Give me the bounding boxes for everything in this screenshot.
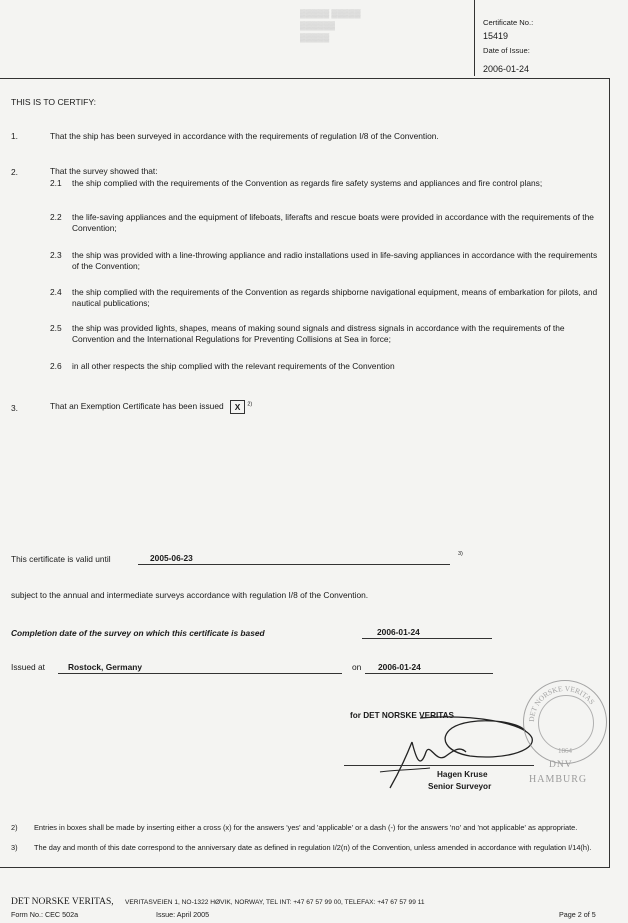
sub-item-text: the ship was provided with a line-throwing appliance and radio installations used in life-saving appliances in accordance with the requirements of the Convention; xyxy=(72,250,598,271)
certificate-no: 15419 xyxy=(483,31,509,41)
seal-ring-text xyxy=(524,681,606,763)
subject-text: subject to the annual and intermediate surveys accordance with regulation I/8 of the Convention. xyxy=(11,590,369,600)
valid-until-label: This certificate is valid until xyxy=(11,554,111,564)
certificate-info-box xyxy=(474,0,610,76)
seal-text: DET NORSKE VERITAS xyxy=(526,683,597,723)
footer-address: VERITASVEIEN 1, NO-1322 HØVIK, NORWAY, TEL INT: +47 67 57 99 00, TELEFAX: +47 67 57 99 11 xyxy=(125,899,425,906)
valid-until-line xyxy=(138,564,450,565)
item-text: That the ship has been surveyed in accordance with the requirements of regulation I/8 of the Convention. xyxy=(50,131,439,141)
for-dnv-label: for DET NORSKE VERITAS xyxy=(350,711,455,720)
footer-issue: Issue: April 2005 xyxy=(156,910,210,919)
note-ref: 2) xyxy=(247,401,253,408)
completion-line xyxy=(362,638,492,639)
certify-heading: THIS IS TO CERTIFY: xyxy=(11,97,97,107)
valid-until-value: 2005-06-23 xyxy=(150,553,193,563)
sub-item-text: the ship complied with the requirements of the Convention as regards shipborne navigational equipment, means of embarkation for pilots, and nautical publications; xyxy=(72,287,598,308)
item-number: 3. xyxy=(11,403,18,413)
sub-item-number: 2.3 xyxy=(50,250,62,260)
sub-item-text: in all other respects the ship complied with the relevant requirements of the Convention xyxy=(72,361,395,371)
completion-value: 2006-01-24 xyxy=(377,627,420,637)
handwritten-signature xyxy=(350,712,540,792)
signatory-title: Senior Surveyor xyxy=(428,782,492,791)
footer-form-no: Form No.: CEC 502a xyxy=(11,910,79,919)
date-of-issue-label: Date of Issue: xyxy=(483,46,530,55)
sub-item-text: the ship complied with the requirements of the Convention as regards fire safety systems and appliances and fire control plans; xyxy=(72,178,543,188)
footer-page: Page 2 of 5 xyxy=(559,910,596,919)
dnv-seal-stamp xyxy=(523,680,607,764)
signature-line xyxy=(344,765,534,766)
sub-item-number: 2.1 xyxy=(50,178,62,188)
issued-on-label: on xyxy=(352,662,362,672)
note-number: 3) xyxy=(11,843,18,852)
issued-date: 2006-01-24 xyxy=(378,662,421,672)
sub-item-text: the life-saving appliances and the equipment of lifeboats, liferafts and rescue boats were provided in accordance with the requirements of the Convention; xyxy=(72,212,594,233)
stamp-city: HAMBURG xyxy=(529,774,588,785)
svg-text:DET NORSKE VERITAS xyxy=(527,684,597,722)
stamp-dnv: DNV xyxy=(549,760,573,770)
issued-at-label: Issued at xyxy=(11,662,45,672)
item-text: That the survey showed that: xyxy=(50,166,158,176)
seal-year: 1864 xyxy=(558,747,572,755)
sub-item-text: the ship was provided lights, shapes, means of making sound signals and distress signals in accordance with the requirements of the Convention and the International Regulations for Preventing Collisions at Sea in force; xyxy=(72,323,565,344)
exemption-checkbox[interactable]: X xyxy=(230,400,245,414)
issued-place-line xyxy=(58,673,342,674)
note-text: The day and month of this date correspond to the anniversary date as defined in regulation I/2(n) of the Convention, unless amended in accordance with regulation I/14(h). xyxy=(34,843,592,852)
sub-item-number: 2.6 xyxy=(50,361,62,371)
exemption-row xyxy=(50,400,252,414)
sub-item-number: 2.4 xyxy=(50,287,62,297)
certificate-no-label: Certificate No.: xyxy=(483,18,534,27)
item-number: 1. xyxy=(11,131,18,141)
sub-item-number: 2.5 xyxy=(50,323,62,333)
date-of-issue: 2006-01-24 xyxy=(483,64,530,74)
issued-place: Rostock, Germany xyxy=(68,662,143,672)
item-number: 2. xyxy=(11,167,18,177)
note-number: 2) xyxy=(11,823,18,832)
note-ref: 3) xyxy=(458,551,463,557)
sub-item-number: 2.2 xyxy=(50,212,62,222)
exemption-text: That an Exemption Certificate has been issued xyxy=(50,401,224,412)
issued-date-line xyxy=(365,673,493,674)
note-text: Entries in boxes shall be made by inserting either a cross (x) for the answers 'yes' and 'applicable' or a dash (-) for the answers 'no' and 'not applicable' as appropriate. xyxy=(34,823,578,832)
completion-label: Completion date of the survey on which this certificate is based xyxy=(11,628,265,638)
bleed-through-text: ▓▓▓▓▓ ▓▓▓▓▓ ▓▓▓▓▓▓ ▓▓▓▓▓ xyxy=(300,9,361,42)
footer-company: DET NORSKE VERITAS, xyxy=(11,897,114,907)
signatory-name: Hagen Kruse xyxy=(437,770,488,779)
